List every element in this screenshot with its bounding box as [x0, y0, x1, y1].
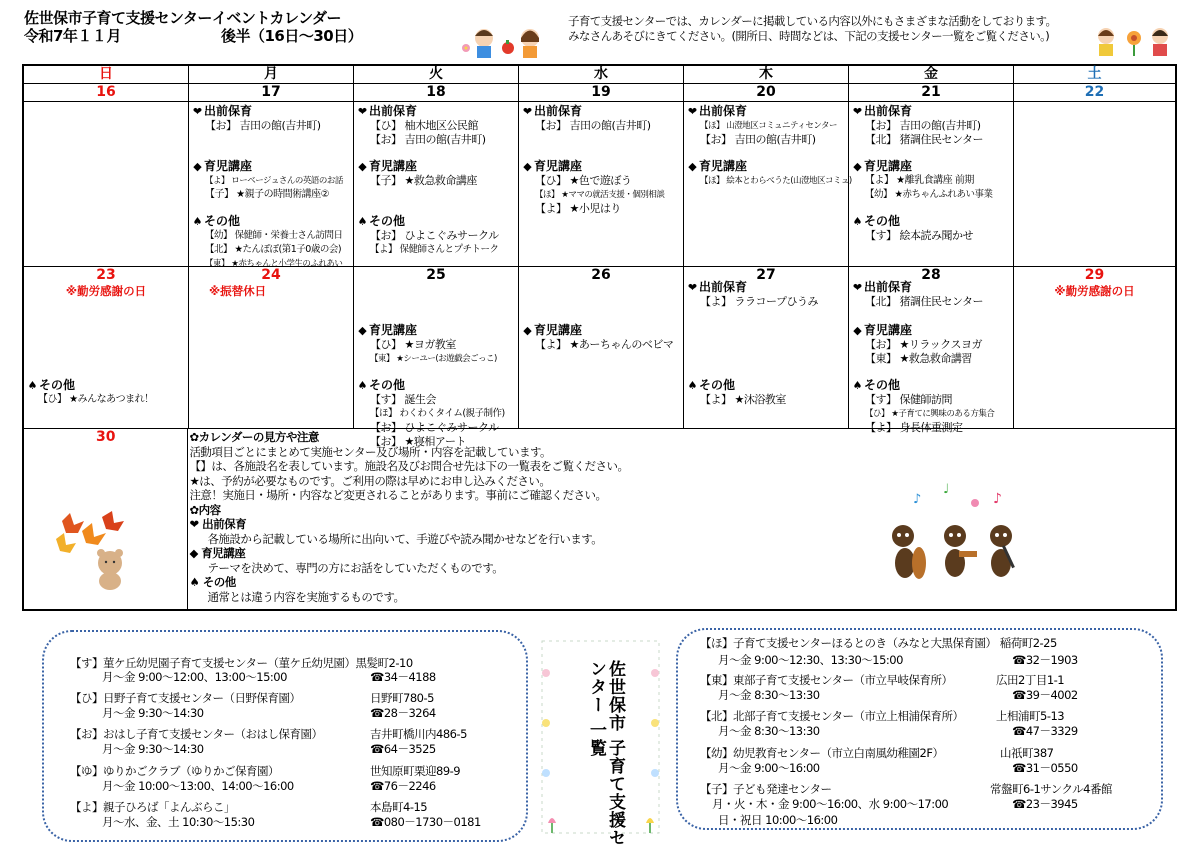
heart-icon: ❤ [852, 281, 863, 294]
center-phone: ☎39－4002 [1012, 688, 1078, 702]
header-note-line1: 子育て支援センターでは、カレンダーに掲載している内容以外にもさまざまな活動をしております。 [568, 14, 1057, 28]
calendar-month: 令和7年１１月 [24, 27, 121, 45]
event-item: 【よ】 身長体重測定 [865, 421, 963, 434]
date-22: 22 [1084, 84, 1105, 100]
event-item: 【お】 ひよこぐみサークル [370, 229, 499, 242]
event-item: 【お】 吉田の館(吉井町) [535, 119, 651, 132]
calendar-period: 後半（16日～30日） [221, 27, 363, 45]
center-address: 世知原町栗迎89-9 [370, 764, 461, 778]
heart-icon: ❤ [522, 105, 533, 118]
autumn-leaves-bear-illustration [52, 511, 142, 591]
date-27: 27 [756, 267, 776, 283]
date-20: 20 [684, 84, 849, 101]
center-name: 【ほ】子育て支援センターほるとのき（みなと大黒保育園） 稲荷町2-25 [700, 636, 1057, 650]
center-name: 【お】おはし子育て支援センター（おはし保育園） [70, 727, 323, 741]
date-19: 19 [519, 84, 684, 101]
children-illustration [460, 24, 556, 60]
weekday-sun: 日 [24, 66, 189, 83]
day-cell-20 [684, 102, 852, 266]
spade-icon: ♠ [852, 215, 863, 228]
section-heading: 育児講座 [699, 159, 748, 173]
center-hours: 月・火・木・金 9:00～16:00、水 9:00～17:00 [712, 797, 949, 811]
outreach-section [849, 104, 1013, 147]
diamond-icon: ◆ [193, 160, 202, 173]
event-item: 【ひ】 ★みんなあつまれ！ [38, 394, 154, 405]
outreach-section [849, 280, 1013, 309]
date-23: 23 [96, 267, 116, 283]
day-cell-23 [24, 267, 189, 428]
weekday-sat: 土 [1087, 66, 1102, 82]
legend-line: 【】は、各施設名を表しています。施設名及びお問合せ先は下の一覧表をご覧ください。 [189, 459, 629, 473]
section-heading: 出前保育 [534, 104, 583, 118]
section-heading: その他 [369, 378, 406, 392]
svg-text:♪: ♪ [993, 491, 1003, 507]
date-29: 29 [1084, 267, 1105, 283]
event-item: 【お】 吉田の館(吉井町) [700, 133, 816, 146]
section-heading: 育児講座 [204, 159, 253, 173]
center-phone: ☎34－4188 [370, 670, 436, 684]
date-24: 24 [261, 267, 281, 283]
section-heading: 出前保育 [369, 104, 418, 118]
center-name: 【ひ】日野子育て支援センター（日野保育園） [70, 691, 301, 705]
event-item: 【よ】 ララコープひうみ [700, 295, 818, 308]
event-item: 【東】 ★赤ちゃんと小学生のふれあい [205, 259, 343, 269]
center-hours: 月～金 9:30～14:30 [102, 706, 204, 720]
legend-cell [188, 429, 1175, 609]
day-cell-28 [849, 267, 1014, 434]
weekday-thu: 木 [684, 66, 849, 83]
parenting-course-section [519, 323, 683, 352]
parenting-course-section [189, 159, 353, 202]
day-cell-22 [1014, 102, 1175, 266]
center-hours: 月～金 9:30～14:30 [102, 742, 204, 756]
heart-icon: ❤ [852, 105, 863, 118]
directory-title: 佐世保市 子育て支援センター 一覧 [586, 660, 625, 847]
center-phone: ☎47－3329 [1012, 724, 1078, 738]
event-item: 【よ】 ★あーちゃんのベビマ [535, 338, 674, 351]
spade-icon: ♠ [192, 215, 203, 228]
center-name: 【ゆ】ゆりかごクラブ（ゆりかご保育園） [70, 764, 279, 778]
center-address: 常盤町6-1サンクル4番館 [990, 782, 1112, 796]
legend-heading: ❤ 出前保育 [189, 517, 247, 531]
diamond-icon: ◆ [688, 160, 697, 173]
other-section [849, 378, 1013, 435]
spade-icon: ♠ [852, 379, 863, 392]
event-item: 【北】 ★たんぽぽ(第1子0歳の会) [205, 244, 342, 255]
center-hours: 月～金 9:00～12:00、13:00～15:00 [102, 670, 287, 684]
event-item: 【お】 ひよこぐみサークル [370, 421, 499, 434]
section-heading: 育児講座 [864, 323, 913, 337]
section-heading: 育児講座 [534, 159, 583, 173]
heart-icon: ❤ [357, 105, 368, 118]
center-name: 【す】菫ケ丘幼児園子育て支援センター（菫ケ丘幼児園）黒髪町2-10 [70, 656, 413, 670]
weekday-tue: 火 [354, 66, 519, 83]
section-heading: 育児講座 [369, 323, 418, 337]
outreach-section [189, 104, 353, 133]
legend-line: 活動項目ごとにまとめて実施センター及び場所・内容を記載しています。 [189, 444, 552, 459]
event-item: 【東】 ★救急救命講習 [865, 352, 972, 365]
event-item: 【ひ】 ★子育てに興味のある方集合 [865, 409, 995, 419]
section-heading: 出前保育 [204, 104, 253, 118]
week1-events-row [24, 102, 1175, 267]
event-item: 【ほ】 山澄地区コミュニティセンター [700, 121, 838, 131]
legend-heading: ♠ その他 [189, 575, 236, 589]
event-item: 【幼】 ★赤ちゃんふれあい事業 [865, 189, 993, 200]
legend-line: ★は、予約が必要なものです。ご利用の際は早めにお申し込みください。 [189, 473, 551, 488]
center-extra-hours: 日・祝日 10:00～16:00 [718, 813, 838, 827]
date-30: 30 [95, 429, 116, 445]
day-cell-24 [189, 267, 354, 428]
event-item: 【幼】 保健師・栄養士さん訪問日 [205, 230, 343, 241]
parenting-course-section [354, 159, 518, 188]
event-item: 【お】 ★寝相アート [370, 435, 467, 448]
center-address: 広田2丁目1-1 [996, 673, 1065, 687]
spade-icon: ♠ [687, 379, 698, 392]
parenting-course-section [684, 159, 852, 188]
center-phone: ☎64－3525 [370, 742, 436, 756]
svg-text:♩: ♩ [943, 482, 950, 497]
center-name: 【よ】親子ひろば「よんぶらこ」 [70, 800, 235, 814]
heart-icon: ❤ [687, 281, 698, 294]
event-item: 【東】 ★シーユー(お遊戯会ごっこ) [370, 354, 497, 364]
heart-icon: ❤ [687, 105, 698, 118]
center-hours: 月～金 10:00～13:00、14:00～16:00 [102, 779, 294, 793]
event-item: 【子】 ★救急救命講座 [370, 174, 477, 187]
section-heading: 育児講座 [864, 159, 913, 173]
section-heading: その他 [864, 378, 901, 392]
outreach-section [354, 104, 518, 147]
legend-line: 注意！実施日・場所・内容など変更されることがあります。事前にご確認ください。 [189, 488, 607, 502]
event-item: 【よ】 ★沐浴教室 [700, 393, 786, 406]
event-item: 【ひ】 ★ヨガ教室 [370, 338, 456, 351]
section-heading: その他 [204, 214, 241, 228]
event-item: 【す】 誕生会 [370, 393, 436, 406]
event-item: 【ひ】 ★色で遊ぼう [535, 174, 632, 187]
center-hours: 月～金 8:30～13:30 [718, 688, 820, 702]
event-item: 【ほ】 ★ママの就活支援・個別相談 [535, 190, 665, 200]
date-26: 26 [591, 267, 611, 283]
day-cell-21 [849, 102, 1014, 266]
calendar-legend [188, 429, 1175, 604]
section-heading: その他 [369, 214, 406, 228]
holiday-label: ※勤労感謝の日 [65, 284, 147, 298]
center-hours: 月～金 8:30～13:30 [718, 724, 820, 738]
date-17: 17 [189, 84, 354, 101]
center-name: 【北】北部子育て支援センター（市立上相浦保育所） [700, 709, 964, 723]
holiday-label: ※振替休日 [209, 284, 267, 298]
diamond-icon: ◆ [358, 324, 367, 337]
center-phone: ☎080－1730－0181 [370, 815, 481, 829]
event-item: 【す】 保健師訪問 [865, 393, 952, 406]
spade-icon: ♠ [27, 379, 38, 392]
event-item: 【ほ】 絵本とわらべうた(山澄地区コミュ) [700, 176, 852, 186]
week1-date-row [24, 84, 1175, 102]
event-item: 【お】 吉田の館(吉井町) [865, 119, 981, 132]
center-hours: 月～水、金、土 10:30～15:30 [102, 815, 255, 829]
day-cell-26 [519, 267, 684, 428]
header-note-line2: みなさんあそびにきてください。(開所日、時間などは、下記の支援センター一覧をご覧ください。) [568, 29, 1050, 43]
insect-band-illustration [883, 481, 1023, 593]
diamond-icon: ◆ [358, 160, 367, 173]
date-18: 18 [354, 84, 519, 101]
day-cell-18 [354, 102, 519, 266]
section-heading: 出前保育 [864, 104, 913, 118]
section-heading: 育児講座 [534, 323, 583, 337]
center-name: 【東】東部子育て支援センター（市立早岐保育所） [700, 673, 953, 687]
section-heading: 出前保育 [699, 104, 748, 118]
parenting-course-section [849, 159, 1013, 202]
other-section [24, 378, 188, 407]
other-section [684, 378, 848, 407]
center-phone: ☎32－1903 [1012, 653, 1078, 667]
legend-heading: ✿カレンダーの見方や注意 [189, 430, 319, 444]
section-heading: 出前保育 [864, 280, 913, 294]
legend-line: 通常とは違う内容を実施するものです。 [207, 589, 405, 604]
legend-heading: ◆ 育児講座 [189, 546, 246, 560]
spade-icon: ♠ [357, 379, 368, 392]
legend-line: 各施設から記載している場所に出向いて、手遊びや読み聞かせなどを行います。 [207, 531, 603, 546]
diamond-icon: ◆ [853, 160, 862, 173]
event-item: 【お】 吉田の館(吉井町) [205, 119, 321, 132]
day-cell-29 [1014, 267, 1175, 428]
outreach-section [684, 104, 848, 147]
day-cell-17 [189, 102, 354, 269]
weekday-fri: 金 [849, 66, 1014, 83]
center-name: 【子】子ども発達センター [700, 782, 832, 796]
section-heading: その他 [699, 378, 736, 392]
diamond-icon: ◆ [523, 160, 532, 173]
outreach-section [684, 280, 848, 309]
event-item: 【す】 絵本読み聞かせ [865, 229, 973, 242]
center-name: 【幼】幼児教育センター（市立白南風幼稚園2F） [700, 746, 944, 760]
date-16: 16 [24, 84, 189, 101]
calendar-grid [22, 64, 1177, 611]
event-item: 【北】 猪調住民センター [865, 133, 984, 146]
other-section [354, 214, 518, 257]
diamond-icon: ◆ [853, 324, 862, 337]
event-item: 【お】 吉田の館(吉井町) [370, 133, 486, 146]
day-cell-25 [354, 267, 519, 448]
section-heading: その他 [864, 214, 901, 228]
center-address: 吉井町橋川内486-5 [370, 727, 467, 741]
week3-row [24, 429, 1175, 609]
calendar-title: 佐世保市子育て支援センターイベントカレンダー [24, 9, 341, 27]
other-section [189, 214, 353, 271]
center-phone: ☎28－3264 [370, 706, 436, 720]
center-address: 本島町4-15 [370, 800, 428, 814]
outreach-section [519, 104, 683, 133]
date-25: 25 [426, 267, 446, 283]
heart-icon: ❤ [192, 105, 203, 118]
event-item: 【よ】 保健師さんとプチトーク [370, 244, 499, 255]
event-item: 【子】 ★親子の時間術講座② [205, 189, 330, 200]
holiday-label: ※勤労感謝の日 [1054, 284, 1135, 298]
event-item: 【よ】 ローベージュさんの英語のお話 [205, 176, 343, 186]
children-flower-illustration [1094, 24, 1180, 58]
date-28: 28 [921, 267, 941, 283]
spade-icon: ♠ [357, 215, 368, 228]
event-item: 【よ】 ★離乳食講座 前期 [865, 175, 974, 186]
center-phone: ☎31－0550 [1012, 761, 1078, 775]
day-cell-30 [24, 429, 188, 609]
center-hours: 月～金 9:00～12:30、13:30～15:00 [718, 653, 903, 667]
day-cell-19 [519, 102, 684, 266]
day-cell-16 [24, 102, 189, 266]
event-item: 【ほ】 わくわくタイム(親子制作) [370, 408, 505, 419]
section-heading: 出前保育 [699, 280, 748, 294]
legend-line: テーマを決めて、専門の方にお話をしていただくものです。 [207, 560, 504, 575]
event-item: 【よ】 ★小児はり [535, 202, 621, 215]
weekday-mon: 月 [189, 66, 354, 83]
event-item: 【北】 猪調住民センター [865, 295, 984, 308]
day-cell-27 [684, 267, 849, 428]
date-21: 21 [849, 84, 1014, 101]
svg-text:♪: ♪ [913, 492, 922, 507]
section-heading: 育児講座 [369, 159, 418, 173]
parenting-course-section [849, 323, 1013, 366]
event-item: 【ひ】 柚木地区公民館 [370, 119, 478, 132]
center-phone: ☎23－3945 [1012, 797, 1078, 811]
center-address: 山祇町387 [1000, 746, 1054, 760]
diamond-icon: ◆ [523, 324, 532, 337]
center-address: 日野町780-5 [370, 691, 434, 705]
center-address: 上相浦町5-13 [996, 709, 1065, 723]
header-note [568, 14, 1090, 44]
other-section [849, 214, 1013, 243]
weekday-wed: 水 [519, 66, 684, 83]
center-hours: 月～金 9:00～16:00 [718, 761, 820, 775]
center-phone: ☎76－2246 [370, 779, 436, 793]
event-item: 【お】 ★リラックスヨガ [865, 338, 983, 351]
weekday-header-row [24, 66, 1175, 84]
legend-heading: ✿内容 [189, 502, 221, 517]
parenting-course-section [354, 323, 518, 366]
parenting-course-section [519, 159, 683, 216]
section-heading: その他 [39, 378, 76, 392]
